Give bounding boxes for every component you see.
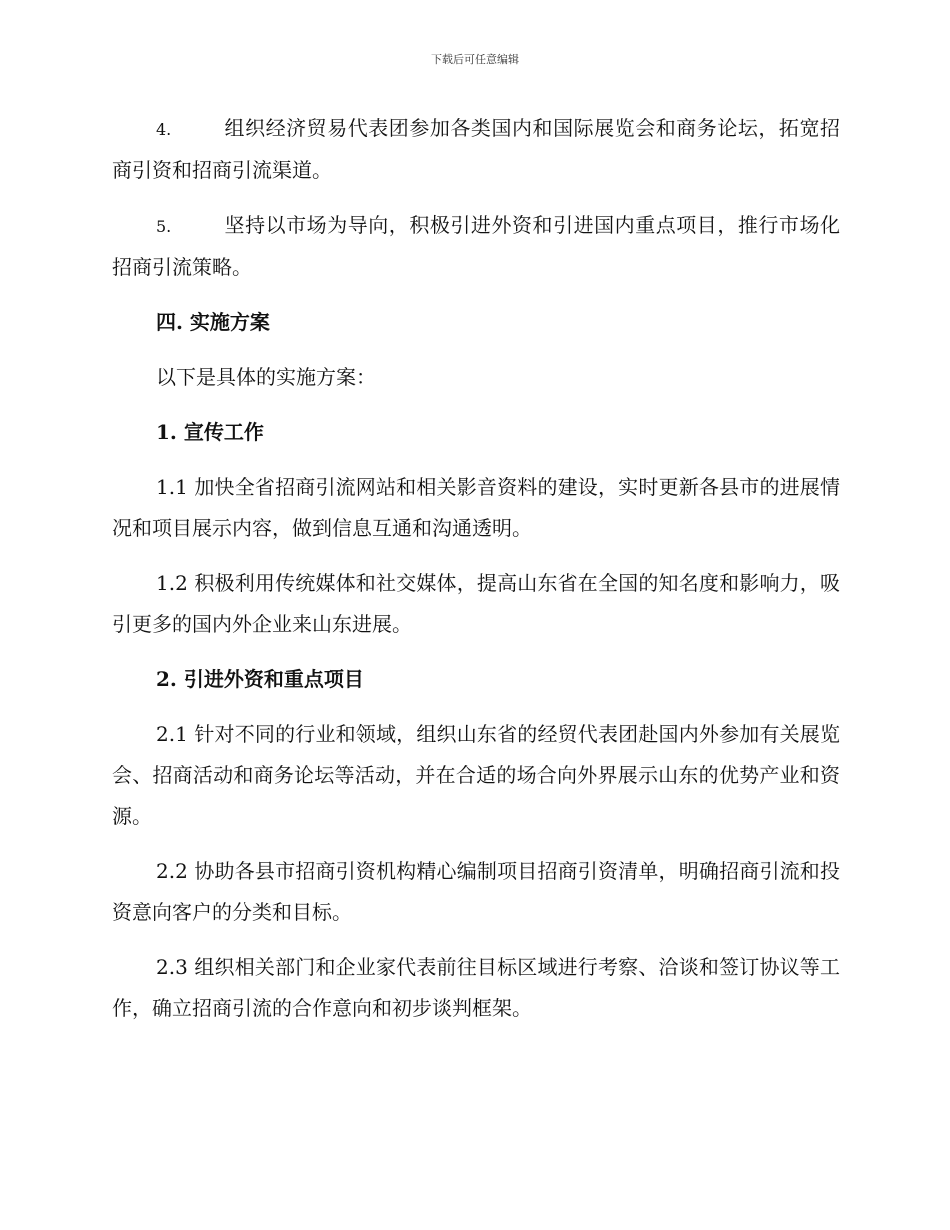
paragraph-2-1: 2.1 针对不同的行业和领域，组织山东省的经贸代表团赴国内外参加有关展览会、招商活动和商务论坛等活动，并在合适的场合向外界展示山东的优势产业和资源。 <box>112 722 840 828</box>
paragraph-2-2: 2.2 协助各县市招商引资机构精心编制项目招商引资清单，明确招商引流和投资意向客户的分类和目标。 <box>112 859 840 924</box>
document-body <box>112 108 840 1043</box>
subsection-heading-investment: 2. 引进外资和重点项目 <box>156 667 364 691</box>
page-header: 下载后可任意编辑 <box>431 53 519 66</box>
subsection-heading-publicity: 1. 宣传工作 <box>156 420 264 444</box>
paragraph-1-2: 1.2 积极利用传统媒体和社交媒体，提高山东省在全国的知名度和影响力，吸引更多的国内外企业来山东进展。 <box>112 571 840 636</box>
list-item-4 <box>112 108 840 191</box>
paragraph-2-3: 2.3 组织相关部门和企业家代表前往目标区域进行考察、洽谈和签订协议等工作，确立招商引流的合作意向和初步谈判框架。 <box>112 955 840 1020</box>
section-intro: 以下是具体的实施方案： <box>156 365 376 389</box>
list-item-text: 组织经济贸易代表团参加各类国内和国际展览会和商务论坛，拓宽招商引资和招商引流渠道。 <box>112 116 840 182</box>
list-number: 5. <box>156 217 172 236</box>
section-heading-implementation: 四. 实施方案 <box>156 310 270 334</box>
list-item-5 <box>112 205 840 288</box>
paragraph-1-1: 1.1 加快全省招商引流网站和相关影音资料的建设，实时更新各县市的进展情况和项目展示内容，做到信息互通和沟通透明。 <box>112 475 840 540</box>
list-number: 4. <box>156 120 172 139</box>
list-item-text: 坚持以市场为导向，积极引进外资和引进国内重点项目，推行市场化招商引流策略。 <box>112 213 840 279</box>
